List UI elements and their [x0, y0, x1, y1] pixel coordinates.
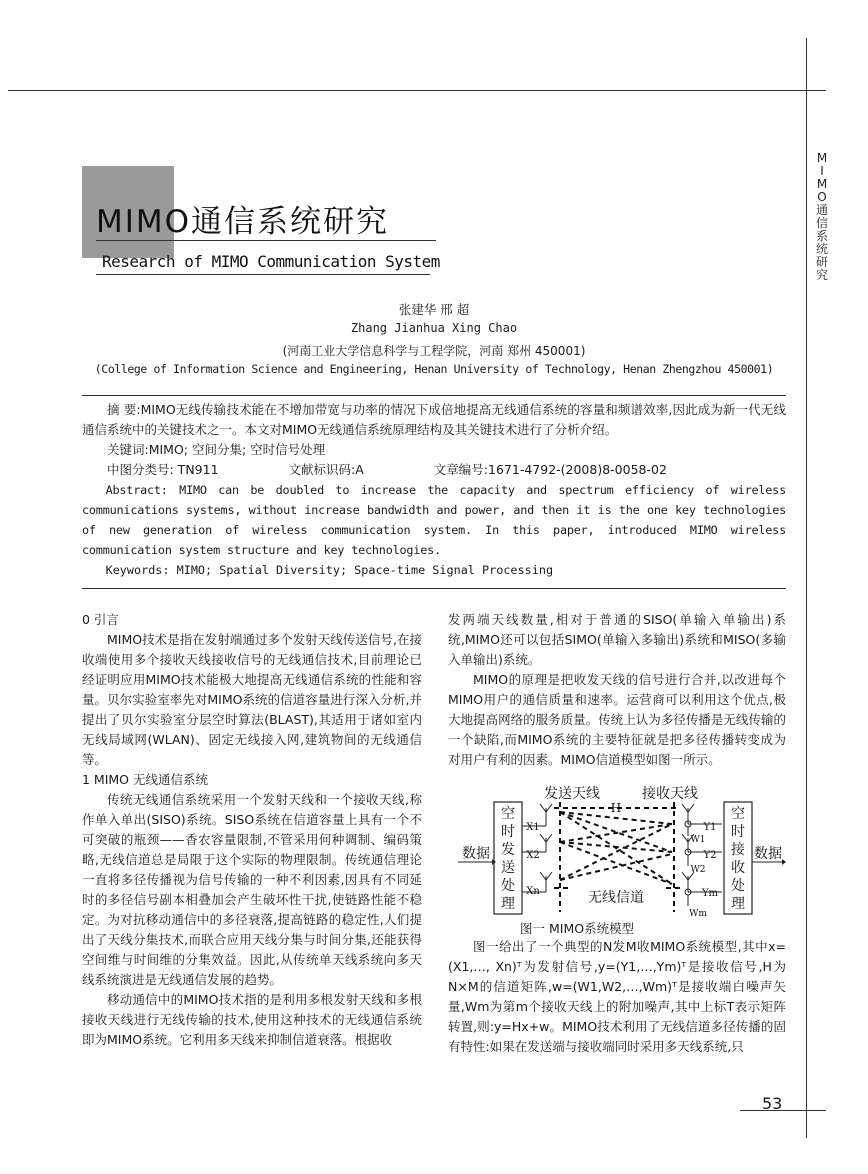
affiliation-en: (College of Information Science and Engineering, Henan University of Technology, Henan Zhengzhou 450001) — [94, 362, 774, 376]
keywords-en: Keywords: MIMO; Spatial Diversity; Space-time Signal Processing — [105, 563, 554, 577]
noise-label: Wm — [689, 909, 707, 919]
rx-processing-char: 理 — [731, 896, 745, 912]
rx-processing-char: 时 — [731, 824, 745, 840]
side-title-char: I — [820, 164, 824, 178]
side-title-char: 究 — [815, 268, 828, 282]
abstract-bottom-rule — [82, 588, 786, 589]
tx-processing-char: 时 — [501, 824, 515, 840]
authors-en: Zhang Jianhua Xing Chao — [350, 321, 518, 335]
body-paragraph: 传统无线通信系统采用一个发射天线和一个接收天线,称作单入单出(SISO)系统。SISO系统在信道容量上具有一个不可突破的瓶颈——香农容量限制,不管采用何种调制、编码策略,无线信道总是局限于这个实际的物理限制。传统通信理论一直将多径传播视为信号传输的一种不利因素,因具有不同延时的多径信号副本相叠加会产生破坏性干扰,使链路性能不稳定。为对抗移动通信中的多径衰落,提高链路的稳定性,人们提出了天线分集技术,而联合应用天线分集与时间分集,还能获得空间维与时间维的分集效益。因此,从传统单天线系统向多天线系统演进是无线通信发展的趋势。 — [82, 792, 422, 987]
channel-matrix-label: H — [610, 801, 622, 815]
page-number-rule — [740, 1110, 826, 1111]
subtitle-underline — [96, 274, 430, 275]
side-running-title — [814, 152, 830, 282]
authors-cn: 张建华 邢 超 — [398, 302, 470, 317]
body-paragraph: 图一给出了一个典型的N发M收MIMO系统模型,其中x=(X1,…, Xn)ᵀ为发射信号,y=(Y1,…,Ym)ᵀ是接收信号,H为N×M的信道矩阵,w=(W1,W2,…,Wm)ᵀ是接收端白噪声矢量,Wm为第m个接收天线上的附加噪声,其中上标T表示矩阵转置,则:y=Hx+w。MIMO技术利用了无线信道多径传播的固有特性:如果在发送端与接收端同时采用多天线系统,只 — [448, 939, 786, 1054]
affiliation-cn: (河南工业大学信息科学与工程学院，河南 郑州 450001) — [282, 344, 586, 358]
side-title-char: 研 — [815, 255, 828, 269]
left-column — [82, 610, 422, 1050]
tx-signal-label: X2 — [526, 850, 540, 861]
abstract-top-rule — [82, 395, 786, 396]
rx-processing-char: 接 — [731, 842, 745, 858]
tx-antenna-label: 发送天线 — [544, 786, 600, 802]
tx-processing-char: 空 — [501, 806, 515, 822]
tx-processing-char: 理 — [501, 896, 515, 912]
body-paragraph-continued: 发两端天线数量,相对于普通的SISO(单输入单输出)系统,MIMO还可以包括SIMO(单输入多输出)系统和MISO(多输入单输出)系统。 — [448, 612, 786, 667]
abstract-en: Abstract: MIMO can be doubled to increase the capacity and spectrum efficiency of wireless communications systems, without increase bandwidth and power, and then it is the one key technologies of new generation of wireless communication system. In this paper, introduced MIMO wireless communication system structure and key technologies. — [82, 483, 786, 557]
right-vertical-rule — [806, 38, 807, 1138]
rx-antenna-label: 接收天线 — [642, 786, 698, 802]
rx-processing-char: 空 — [731, 806, 745, 822]
abstract-cn: 摘 要:MIMO无线传输技术能在不增加带宽与功率的情况下成倍地提高无线通信系统的容量和频谱效率,因此成为新一代无线通信系统中的关键技术之一。本文对MIMO无线通信系统原理结构及其关键技术进行了分析介绍。 — [82, 402, 786, 437]
rx-signal-label: Y2 — [703, 850, 717, 861]
article-number: 文章编号:1671-4792-(2008)8-0058-02 — [433, 462, 667, 477]
class-number: 中图分类号: TN911 — [107, 462, 219, 477]
tx-signal-label: X1 — [526, 822, 540, 833]
rx-processing-char: 收 — [731, 860, 745, 876]
tx-processing-char: 送 — [501, 860, 515, 876]
figure-caption: 图一 MIMO系统模型 — [520, 921, 635, 936]
section-heading: 1 MIMO 无线通信系统 — [82, 772, 208, 787]
side-title-char: 通 — [815, 203, 828, 217]
rx-signal-label: Y1 — [703, 822, 717, 833]
wireless-channel-label: 无线信道 — [588, 890, 644, 906]
classification-line — [82, 460, 786, 480]
side-title-char: 信 — [815, 216, 828, 230]
rx-processing-char: 处 — [731, 878, 745, 894]
document-code: 文献标识码:A — [288, 462, 364, 477]
tx-processing-char: 发 — [501, 842, 515, 858]
side-title-char: M — [816, 177, 828, 191]
noise-label: W2 — [690, 865, 706, 875]
article-title: MIMO通信系统研究 — [96, 204, 390, 240]
title-underline — [96, 240, 436, 241]
article-subtitle: Research of MIMO Communication System — [102, 252, 440, 271]
page-number: 53 — [762, 1094, 783, 1113]
top-rule — [8, 90, 826, 91]
side-title-char: O — [817, 190, 827, 204]
body-paragraph: MIMO技术是指在发射端通过多个发射天线传送信号,在接收端使用多个接收天线接收信号的无线通信技术,目前理论已经证明应用MIMO技术能极大地提高无线通信系统的性能和容量。贝尔实验室率先对MIMO系统的信道容量进行深入分析,并提出了贝尔实验室分层空时算法(BLAST),其适用于诸如室内无线局域网(WLAN)、固定无线接入网,建筑物间的无线通信等。 — [82, 632, 422, 767]
side-title-char: 统 — [815, 242, 828, 256]
section-heading: 0 引言 — [82, 612, 119, 627]
right-column-top — [448, 610, 786, 770]
data-in-label: 数据 — [462, 846, 490, 862]
side-title-char: 系 — [815, 229, 828, 243]
noise-label: W1 — [690, 835, 706, 845]
data-out-label: 数据 — [754, 846, 782, 862]
right-column-bottom — [448, 937, 786, 1057]
tx-processing-char: 处 — [501, 878, 515, 894]
abstract-block — [82, 400, 786, 580]
tx-signal-label: Xn — [526, 886, 540, 897]
keywords-cn: 关键词:MIMO; 空间分集; 空时信号处理 — [107, 442, 326, 457]
body-paragraph: MIMO的原理是把收发天线的信号进行合并,以改进每个MIMO用户的通信质量和速率。运营商可以利用这个优点,极大地提高网络的服务质量。传统上认为多径传播是无线传输的一个缺陷,而MIMO系统的主要特征就是把多径传播转变成为对用户有利的因素。MIMO信道模型如图一所示。 — [448, 672, 786, 767]
rx-signal-label: Ym — [701, 888, 719, 899]
body-paragraph: 移动通信中的MIMO技术指的是利用多根发射天线和多根接收天线进行无线传输的技术,使用这种技术的无线通信系统即为MIMO系统。它利用多天线来抑制信道衰落。根据收 — [82, 992, 422, 1047]
mimo-system-figure — [456, 784, 786, 920]
side-title-char: M — [816, 151, 828, 165]
